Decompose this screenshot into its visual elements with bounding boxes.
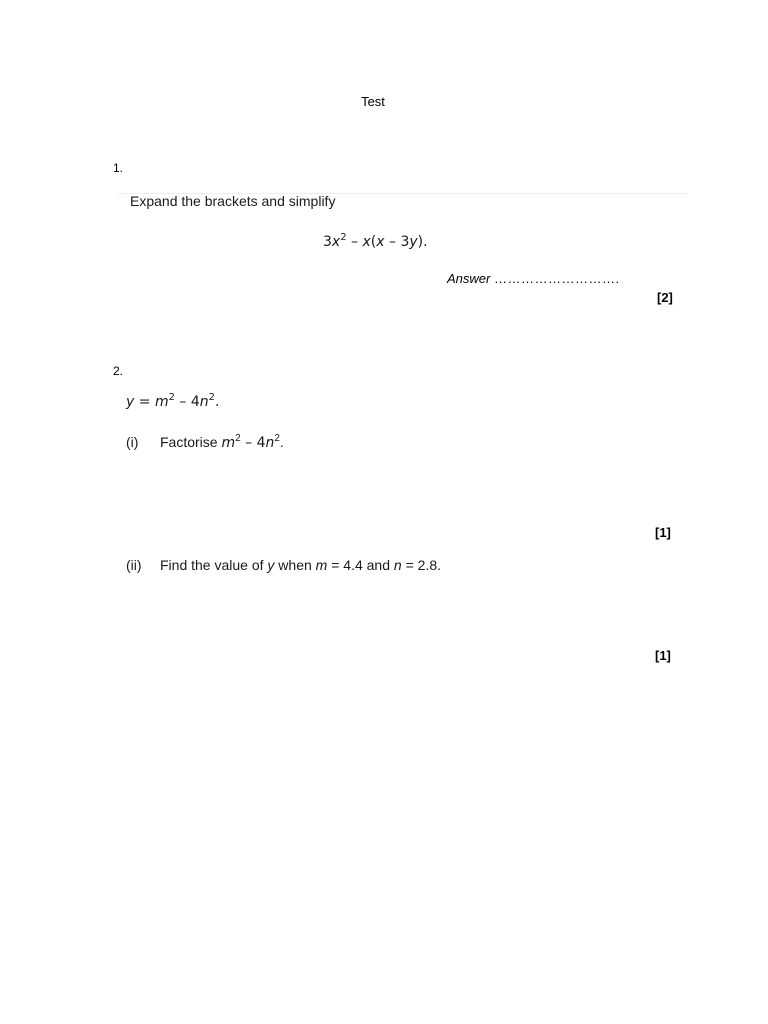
- part-ii-var-y: y: [267, 557, 275, 573]
- question-1-expression: [323, 234, 428, 250]
- answer-line: [447, 271, 620, 286]
- expr-var-x2: x: [362, 234, 371, 250]
- eq-var-m: m: [154, 394, 169, 410]
- eq-end: .: [215, 394, 220, 410]
- part-ii-t1: Find the value of: [160, 557, 268, 573]
- expr-var-x: x: [331, 234, 341, 250]
- question-1-number: 1.: [113, 161, 124, 175]
- expr-coef: 3: [323, 234, 332, 250]
- part-i-end: .: [279, 434, 284, 450]
- eq-var-n: n: [199, 394, 209, 410]
- expr-open: (: [370, 234, 377, 250]
- eq-minus: – 4: [174, 394, 200, 410]
- question-1-instruction: Expand the brackets and simplify: [130, 193, 336, 209]
- expr-mid: – 3: [384, 234, 410, 250]
- part-ii-var-m: m: [315, 557, 328, 573]
- part-i-minus: – 4: [240, 435, 266, 451]
- part-ii-t2: when: [274, 557, 316, 573]
- part-ii-t3: = 4.4 and: [327, 557, 394, 573]
- part-ii-text: [160, 557, 441, 573]
- page-title: Test: [361, 94, 385, 109]
- question-2-equation: [126, 394, 219, 410]
- eq-exponent-1: 2: [168, 392, 175, 403]
- answer-dots: ……………………….: [493, 271, 620, 286]
- part-i-label: (i): [126, 434, 139, 450]
- eq-var-y: y: [126, 394, 135, 410]
- part-ii-var-n: n: [393, 557, 402, 573]
- part-i-text: [160, 434, 284, 451]
- expr-var-y: y: [409, 234, 418, 250]
- part-ii-t4: = 2.8.: [401, 557, 441, 573]
- expr-var-x3: x: [376, 234, 385, 250]
- expr-exponent: 2: [340, 232, 347, 243]
- part-i-var-n: n: [265, 435, 275, 451]
- answer-label: Answer: [447, 271, 491, 286]
- expr-minus: –: [346, 234, 363, 250]
- part-i-marks: [1]: [655, 525, 671, 540]
- part-ii-marks: [1]: [655, 648, 671, 663]
- expr-close: ).: [417, 234, 428, 250]
- eq-equals: =: [134, 394, 155, 410]
- part-i-exponent-1: 2: [235, 433, 241, 444]
- question-2-number: 2.: [113, 364, 124, 378]
- part-i-prefix: Factorise: [160, 434, 222, 450]
- question-1-marks: [2]: [657, 290, 673, 305]
- eq-exponent-2: 2: [208, 392, 216, 403]
- part-i-var-m: m: [221, 435, 236, 451]
- part-ii-label: (ii): [126, 557, 142, 573]
- part-i-exponent-2: 2: [274, 433, 280, 444]
